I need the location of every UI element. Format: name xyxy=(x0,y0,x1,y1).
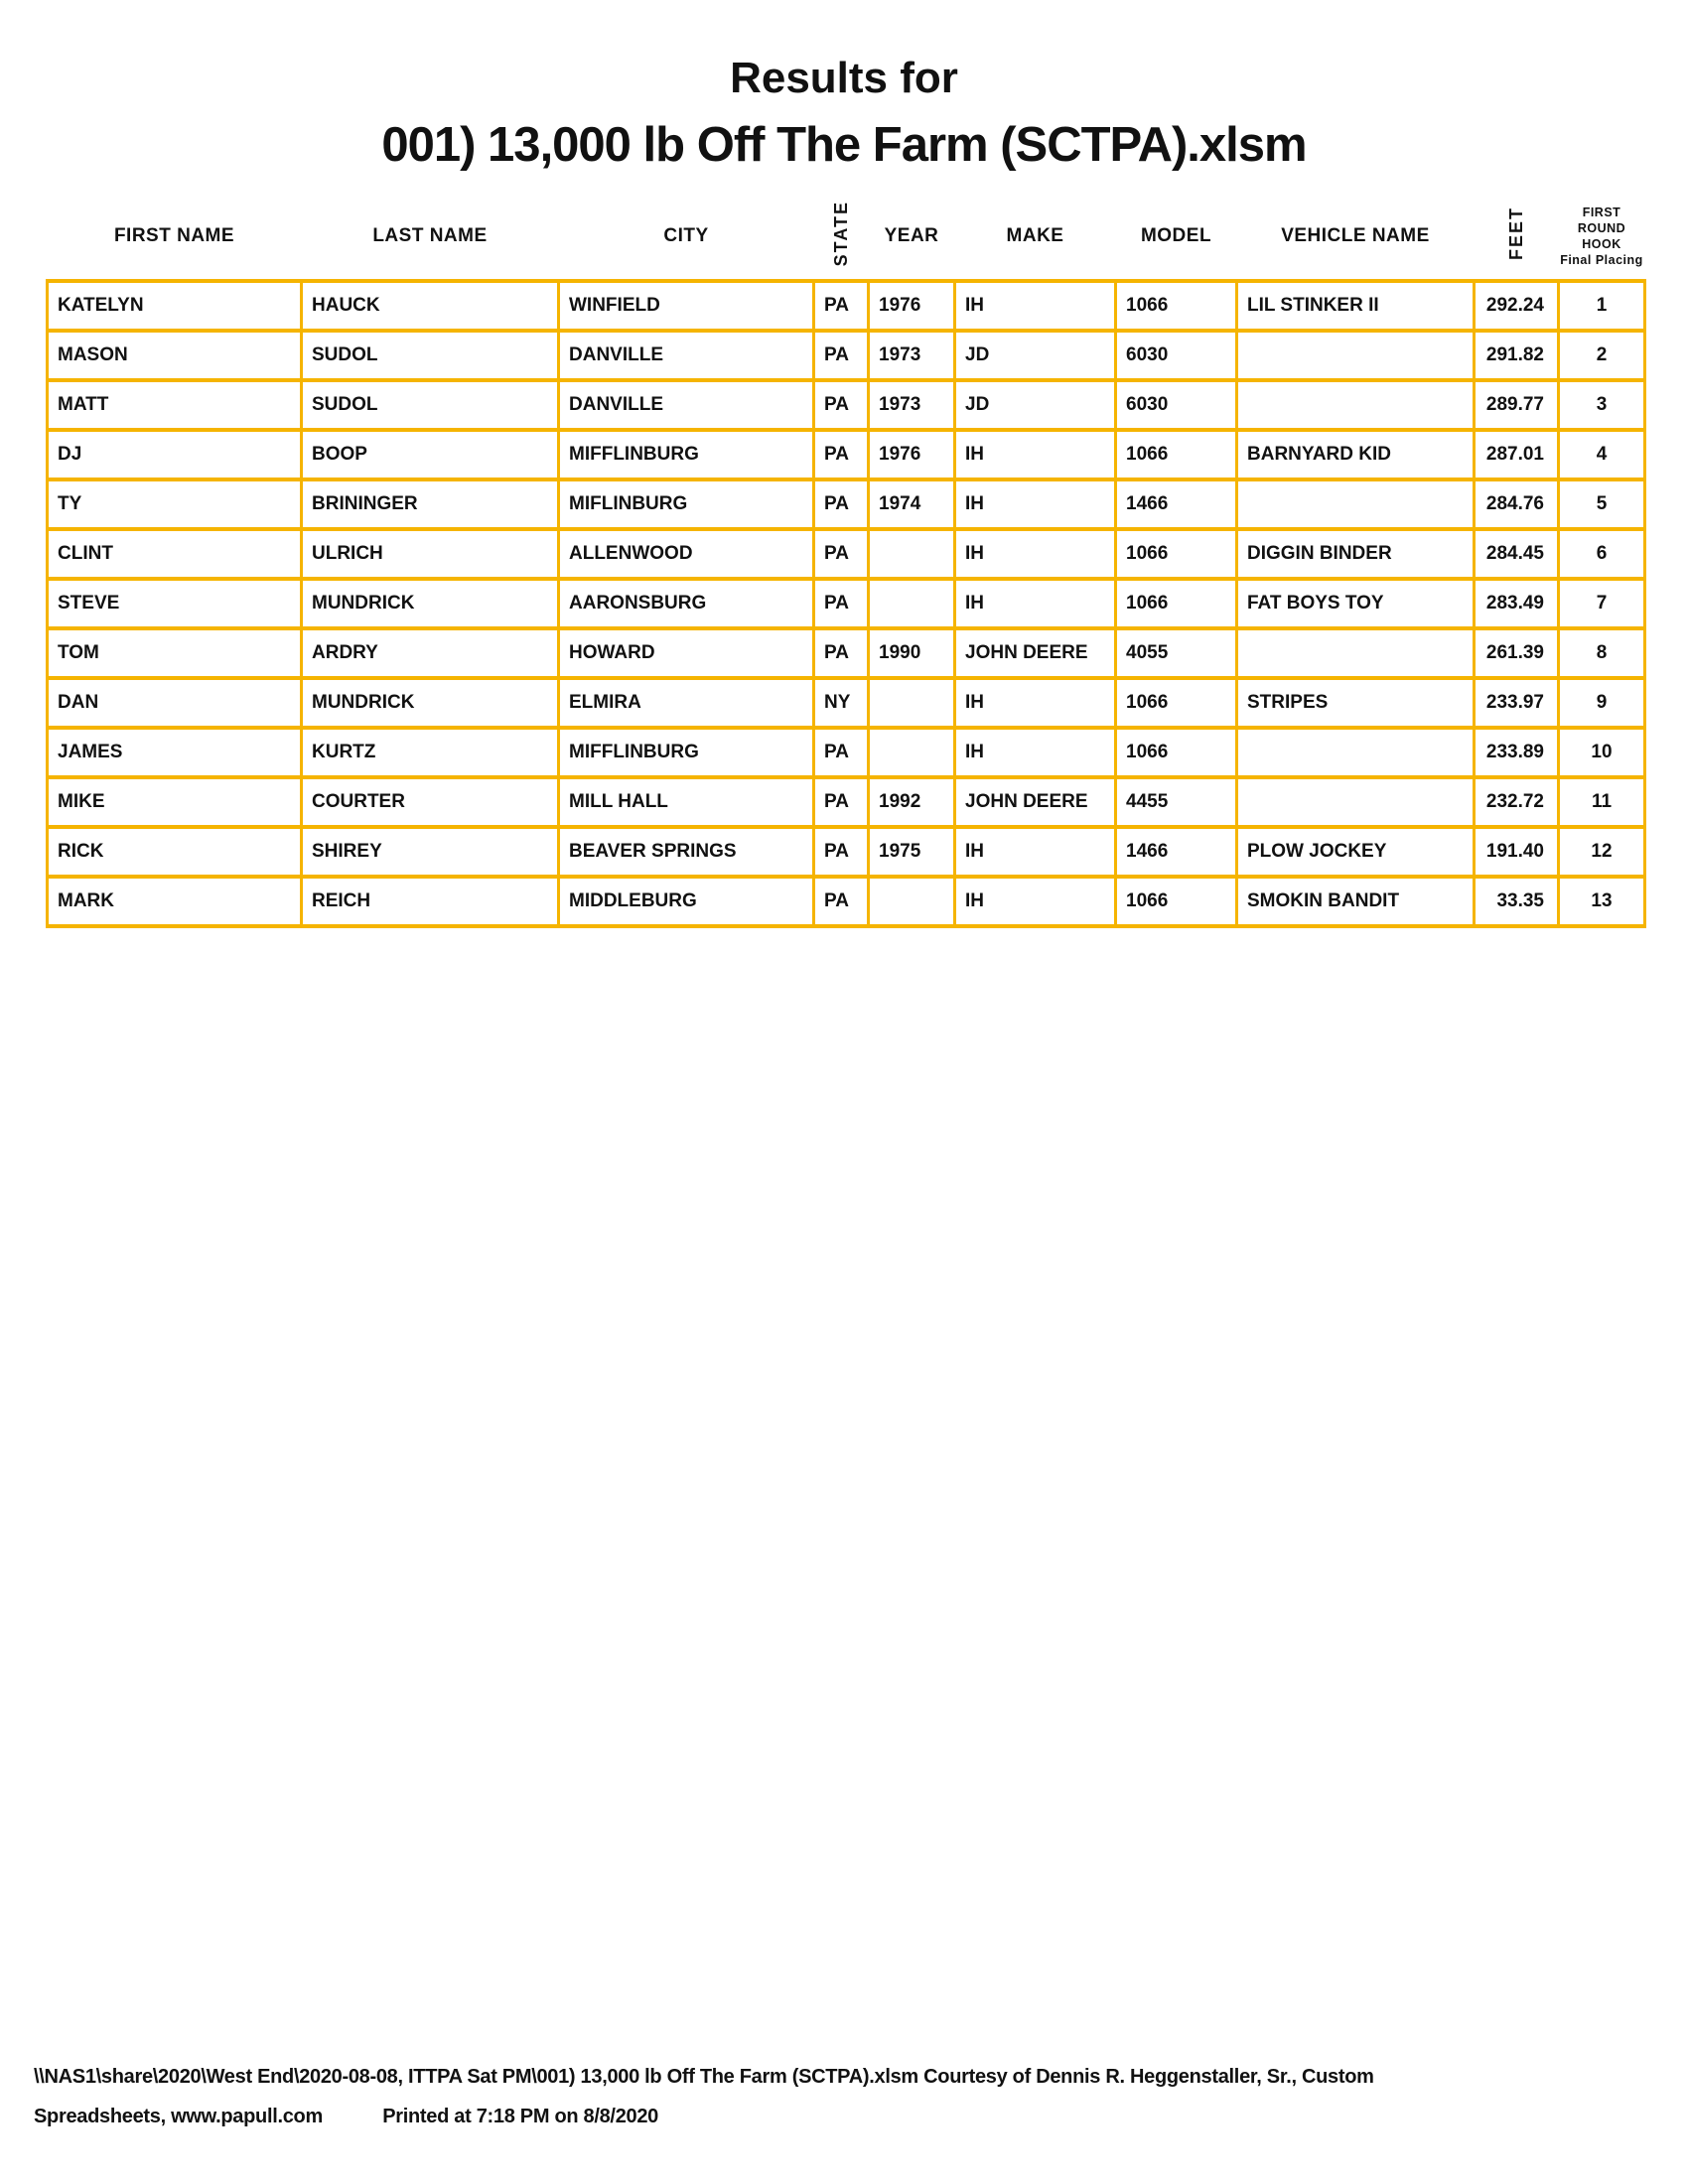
hook-header-line-3: Final Placing xyxy=(1560,253,1643,267)
table-row xyxy=(48,728,1645,777)
cell-feet: 232.72 xyxy=(1475,777,1559,827)
cell-model: 1066 xyxy=(1116,281,1237,331)
cell-year xyxy=(869,678,955,728)
cell-vehicle-name: FAT BOYS TOY xyxy=(1237,579,1475,628)
cell-city: MIFLINBURG xyxy=(559,479,814,529)
cell-year xyxy=(869,529,955,579)
cell-vehicle-name xyxy=(1237,728,1475,777)
cell-vehicle-name: BARNYARD KID xyxy=(1237,430,1475,479)
cell-vehicle-name xyxy=(1237,777,1475,827)
table-row xyxy=(48,430,1645,479)
cell-final-placing: 5 xyxy=(1559,479,1645,529)
footer-printed-at: Printed at 7:18 PM on 8/8/2020 xyxy=(382,2106,658,2127)
cell-year: 1973 xyxy=(869,380,955,430)
results-table xyxy=(46,194,1646,928)
cell-city: MIFFLINBURG xyxy=(559,728,814,777)
cell-year: 1976 xyxy=(869,430,955,479)
cell-final-placing: 10 xyxy=(1559,728,1645,777)
cell-city: AARONSBURG xyxy=(559,579,814,628)
cell-first-name: MIKE xyxy=(48,777,302,827)
table-row xyxy=(48,380,1645,430)
page-title xyxy=(0,54,1688,173)
cell-feet: 291.82 xyxy=(1475,331,1559,380)
col-header-model xyxy=(1116,194,1237,281)
cell-final-placing: 7 xyxy=(1559,579,1645,628)
cell-make: JD xyxy=(955,331,1116,380)
cell-first-name: KATELYN xyxy=(48,281,302,331)
cell-feet: 283.49 xyxy=(1475,579,1559,628)
cell-final-placing: 11 xyxy=(1559,777,1645,827)
footer-line-1: \\NAS1\share\2020\West End\2020-08-08, ITTPA Sat PM\001) 13,000 lb Off The Farm (SCTPA).xlsm Courtesy of Dennis R. Heggenstaller, Sr., Custom xyxy=(34,2066,1374,2088)
footer-line-2 xyxy=(34,2097,1672,2136)
cell-model: 1066 xyxy=(1116,678,1237,728)
cell-feet: 287.01 xyxy=(1475,430,1559,479)
cell-first-name: STEVE xyxy=(48,579,302,628)
cell-make: IH xyxy=(955,281,1116,331)
col-header-make xyxy=(955,194,1116,281)
cell-state: PA xyxy=(814,827,869,877)
title-line-1: Results for xyxy=(730,54,958,102)
table-row xyxy=(48,777,1645,827)
col-header-year-label: YEAR xyxy=(884,225,939,246)
col-header-first-name-label: FIRST NAME xyxy=(113,225,235,246)
cell-last-name: REICH xyxy=(302,877,559,926)
col-header-last-name-label: LAST NAME xyxy=(372,225,488,246)
cell-model: 1066 xyxy=(1116,430,1237,479)
cell-year: 1974 xyxy=(869,479,955,529)
cell-state: PA xyxy=(814,877,869,926)
page-footer xyxy=(34,2057,1672,2136)
cell-first-name: JAMES xyxy=(48,728,302,777)
cell-state: NY xyxy=(814,678,869,728)
cell-vehicle-name: PLOW JOCKEY xyxy=(1237,827,1475,877)
cell-model: 6030 xyxy=(1116,331,1237,380)
cell-year: 1975 xyxy=(869,827,955,877)
cell-city: BEAVER SPRINGS xyxy=(559,827,814,877)
cell-model: 6030 xyxy=(1116,380,1237,430)
cell-feet: 284.45 xyxy=(1475,529,1559,579)
col-header-feet-label: FEET xyxy=(1505,205,1526,260)
cell-vehicle-name: DIGGIN BINDER xyxy=(1237,529,1475,579)
col-header-first-name xyxy=(48,194,302,281)
cell-state: PA xyxy=(814,380,869,430)
col-header-city-label: CITY xyxy=(663,225,709,246)
cell-make: JD xyxy=(955,380,1116,430)
cell-last-name: MUNDRICK xyxy=(302,678,559,728)
cell-state: PA xyxy=(814,777,869,827)
cell-make: JOHN DEERE xyxy=(955,777,1116,827)
col-header-state xyxy=(814,194,869,281)
table-row xyxy=(48,877,1645,926)
col-header-vehicle-name xyxy=(1237,194,1475,281)
cell-last-name: HAUCK xyxy=(302,281,559,331)
cell-model: 1066 xyxy=(1116,877,1237,926)
cell-make: IH xyxy=(955,430,1116,479)
table-row xyxy=(48,529,1645,579)
table-row xyxy=(48,628,1645,678)
col-header-model-label: MODEL xyxy=(1140,225,1212,246)
cell-final-placing: 3 xyxy=(1559,380,1645,430)
footer-credit: Spreadsheets, www.papull.com xyxy=(34,2106,323,2127)
cell-city: ELMIRA xyxy=(559,678,814,728)
cell-last-name: SHIREY xyxy=(302,827,559,877)
cell-state: PA xyxy=(814,529,869,579)
col-header-vehicle-name-label: VEHICLE NAME xyxy=(1281,225,1430,246)
cell-model: 1066 xyxy=(1116,529,1237,579)
cell-vehicle-name: STRIPES xyxy=(1237,678,1475,728)
col-header-city xyxy=(559,194,814,281)
cell-last-name: SUDOL xyxy=(302,380,559,430)
cell-year xyxy=(869,877,955,926)
cell-model: 1466 xyxy=(1116,479,1237,529)
cell-state: PA xyxy=(814,728,869,777)
cell-model: 1066 xyxy=(1116,728,1237,777)
col-header-make-label: MAKE xyxy=(1006,225,1064,246)
col-header-first-round-hook xyxy=(1559,194,1645,281)
cell-feet: 292.24 xyxy=(1475,281,1559,331)
cell-make: IH xyxy=(955,877,1116,926)
cell-last-name: ULRICH xyxy=(302,529,559,579)
cell-city: MIFFLINBURG xyxy=(559,430,814,479)
cell-first-name: DJ xyxy=(48,430,302,479)
cell-feet: 289.77 xyxy=(1475,380,1559,430)
cell-last-name: KURTZ xyxy=(302,728,559,777)
cell-make: IH xyxy=(955,579,1116,628)
cell-model: 4055 xyxy=(1116,628,1237,678)
cell-final-placing: 4 xyxy=(1559,430,1645,479)
cell-city: DANVILLE xyxy=(559,380,814,430)
cell-city: DANVILLE xyxy=(559,331,814,380)
table-row xyxy=(48,678,1645,728)
hook-header-line-2: HOOK xyxy=(1582,237,1621,251)
hook-header-line-1: FIRST ROUND xyxy=(1577,205,1626,235)
cell-last-name: BRININGER xyxy=(302,479,559,529)
cell-year: 1990 xyxy=(869,628,955,678)
cell-city: MIDDLEBURG xyxy=(559,877,814,926)
cell-vehicle-name: LIL STINKER II xyxy=(1237,281,1475,331)
cell-year xyxy=(869,728,955,777)
cell-make: IH xyxy=(955,479,1116,529)
cell-city: MILL HALL xyxy=(559,777,814,827)
cell-final-placing: 2 xyxy=(1559,331,1645,380)
cell-last-name: BOOP xyxy=(302,430,559,479)
cell-state: PA xyxy=(814,281,869,331)
cell-state: PA xyxy=(814,579,869,628)
cell-final-placing: 1 xyxy=(1559,281,1645,331)
cell-vehicle-name xyxy=(1237,331,1475,380)
cell-vehicle-name: SMOKIN BANDIT xyxy=(1237,877,1475,926)
col-header-feet xyxy=(1475,194,1559,281)
cell-last-name: COURTER xyxy=(302,777,559,827)
cell-final-placing: 8 xyxy=(1559,628,1645,678)
cell-feet: 261.39 xyxy=(1475,628,1559,678)
cell-feet: 233.89 xyxy=(1475,728,1559,777)
cell-make: IH xyxy=(955,678,1116,728)
cell-final-placing: 13 xyxy=(1559,877,1645,926)
col-header-last-name xyxy=(302,194,559,281)
cell-final-placing: 6 xyxy=(1559,529,1645,579)
cell-feet: 284.76 xyxy=(1475,479,1559,529)
cell-make: JOHN DEERE xyxy=(955,628,1116,678)
cell-city: WINFIELD xyxy=(559,281,814,331)
cell-vehicle-name xyxy=(1237,479,1475,529)
cell-year xyxy=(869,579,955,628)
cell-feet: 191.40 xyxy=(1475,827,1559,877)
cell-model: 1466 xyxy=(1116,827,1237,877)
cell-last-name: MUNDRICK xyxy=(302,579,559,628)
cell-city: ALLENWOOD xyxy=(559,529,814,579)
cell-state: PA xyxy=(814,479,869,529)
cell-city: HOWARD xyxy=(559,628,814,678)
cell-year: 1973 xyxy=(869,331,955,380)
cell-last-name: ARDRY xyxy=(302,628,559,678)
cell-state: PA xyxy=(814,430,869,479)
col-header-state-label: STATE xyxy=(830,200,851,267)
cell-vehicle-name xyxy=(1237,380,1475,430)
header-row xyxy=(48,194,1645,281)
cell-year: 1976 xyxy=(869,281,955,331)
cell-first-name: TOM xyxy=(48,628,302,678)
title-line-2: 001) 13,000 lb Off The Farm (SCTPA).xlsm xyxy=(381,118,1307,172)
cell-first-name: MATT xyxy=(48,380,302,430)
table-row xyxy=(48,579,1645,628)
cell-first-name: TY xyxy=(48,479,302,529)
cell-first-name: MARK xyxy=(48,877,302,926)
cell-final-placing: 9 xyxy=(1559,678,1645,728)
cell-make: IH xyxy=(955,728,1116,777)
cell-first-name: CLINT xyxy=(48,529,302,579)
col-header-year xyxy=(869,194,955,281)
table-row xyxy=(48,479,1645,529)
cell-state: PA xyxy=(814,331,869,380)
cell-make: IH xyxy=(955,827,1116,877)
cell-first-name: MASON xyxy=(48,331,302,380)
table-row xyxy=(48,827,1645,877)
cell-last-name: SUDOL xyxy=(302,331,559,380)
cell-feet: 233.97 xyxy=(1475,678,1559,728)
cell-vehicle-name xyxy=(1237,628,1475,678)
cell-final-placing: 12 xyxy=(1559,827,1645,877)
cell-make: IH xyxy=(955,529,1116,579)
cell-feet: 33.35 xyxy=(1475,877,1559,926)
cell-first-name: DAN xyxy=(48,678,302,728)
cell-state: PA xyxy=(814,628,869,678)
cell-first-name: RICK xyxy=(48,827,302,877)
cell-model: 4455 xyxy=(1116,777,1237,827)
table-row xyxy=(48,281,1645,331)
cell-model: 1066 xyxy=(1116,579,1237,628)
table-row xyxy=(48,331,1645,380)
cell-year: 1992 xyxy=(869,777,955,827)
